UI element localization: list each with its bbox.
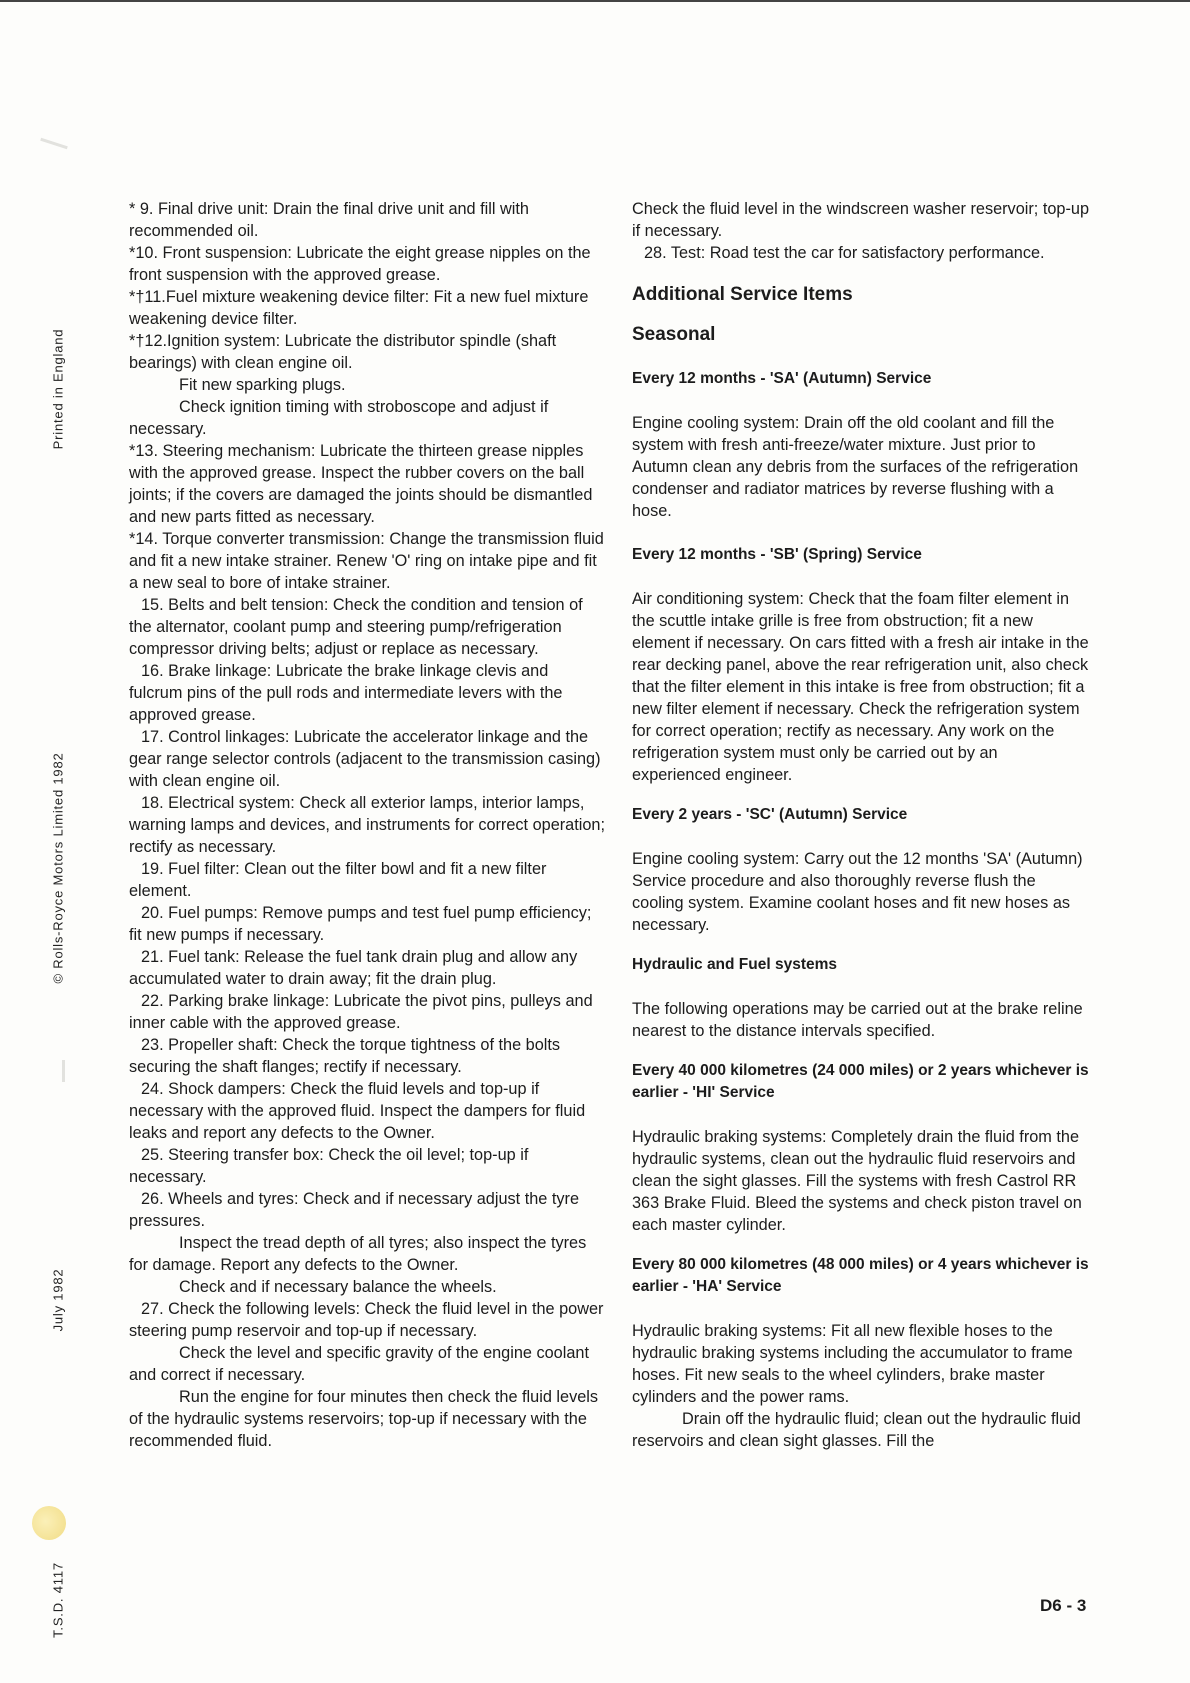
item-18: 18. Electrical system: Check all exterior lamps, interior lamps, warning lamps and devices, and instruments for correct operation; rectify as necessary. [129,794,606,856]
item-10: *10. Front suspension: Lubricate the eight grease nipples on the front suspension with the approved grease. [129,244,591,284]
item-26: 26. Wheels and tyres: Check and if necessary adjust the tyre pressures. [129,1190,580,1230]
sc-heading: Every 2 years - 'SC' (Autumn) Service [632,806,908,823]
hi-text: Hydraulic braking systems: Completely drain the fluid from the hydraulic systems, clean out the hydraulic fluid reservoirs and clean the sight glasses. Fill the systems with fresh Castrol RR 363 Brake Fluid. Bleed the systems and check piston travel on each master cylinder. [632,1128,1082,1234]
item-21: 21. Fuel tank: Release the fuel tank drain plug and allow any accumulated water to drain away; fit the drain plug. [129,948,578,988]
copyright-notice: © Rolls-Royce Motors Limited 1982 [50,752,66,984]
item-20: 20. Fuel pumps: Remove pumps and test fuel pump efficiency; fit new pumps if necessary. [129,904,592,944]
print-date: July 1982 [50,1268,66,1332]
right-column [632,198,1090,1452]
hi-heading: Every 40 000 kilometres (24 000 miles) or 2 years whichever is earlier - 'HI' Service [632,1062,1089,1101]
item-9: * 9. Final drive unit: Drain the final drive unit and fill with recommended oil. [129,200,529,240]
item-26-tread: Inspect the tread depth of all tyres; also inspect the tyres for damage. Report any defects to the Owner. [129,1234,587,1274]
item-27: 27. Check the following levels: Check the fluid level in the power steering pump reservoir and top-up if necessary. [129,1300,604,1340]
ha-text: Hydraulic braking systems: Fit all new flexible hoses to the hydraulic braking systems including the accumulator to frame hoses. Fit new seals to the wheel cylinders, brake master cylinders and the power rams. [632,1322,1073,1406]
item-27-coolant: Check the level and specific gravity of the engine coolant and correct if necessary. [129,1344,589,1384]
item-27-hydraulic: Run the engine for four minutes then check the fluid levels of the hydraulic systems reservoirs; top-up if necessary with the recommended fluid. [129,1388,599,1450]
ha-text-drain: Drain off the hydraulic fluid; clean out the hydraulic fluid reservoirs and clean sight glasses. Fill the [632,1410,1081,1450]
additional-service-heading: Additional Service Items [632,284,853,305]
left-column [129,198,605,1452]
punch-hole [32,1506,66,1540]
scan-mark [40,138,68,150]
item-22: 22. Parking brake linkage: Lubricate the pivot pins, pulleys and inner cable with the approved grease. [129,992,593,1032]
item-12: *†12.Ignition system: Lubricate the distributor spindle (shaft bearings) with clean engine oil. [129,332,557,372]
item-15: 15. Belts and belt tension: Check the condition and tension of the alternator, coolant pump and steering pump/refrigeration compressor driving belts; adjust or replace as necessary. [129,596,583,658]
sb-text: Air conditioning system: Check that the foam filter element in the scuttle intake grille is free from obstruction; fit a new element if necessary. On cars fitted with a fresh air intake in the rear decking panel, above the rear refrigeration unit, also check that the filter element in this intake is free from obstruction; fit a new filter element if necessary. Check the refrigeration system for correct operation; rectify as necessary. Any work on the refrigeration system must only be carried out by an experienced engineer. [632,590,1089,784]
washer-check: Check the fluid level in the windscreen washer reservoir; top-up if necessary. [632,200,1090,240]
item-24: 24. Shock dampers: Check the fluid levels and top-up if necessary with the approved fluid. Inspect the dampers for fluid leaks and report any defects to the Owner. [129,1080,586,1142]
item-12-plugs: Fit new sparking plugs. [179,376,346,394]
item-23: 23. Propeller shaft: Check the torque tightness of the bolts securing the shaft flanges; rectify if necessary. [129,1036,561,1076]
item-17: 17. Control linkages: Lubricate the accelerator linkage and the gear range selector controls (adjacent to the transmission casing) with clean engine oil. [129,728,601,790]
sa-heading: Every 12 months - 'SA' (Autumn) Service [632,370,932,387]
printed-in-england: Printed in England [50,328,66,450]
sb-heading: Every 12 months - 'SB' (Spring) Service [632,546,922,563]
item-28: 28. Test: Road test the car for satisfactory performance. [644,244,1045,262]
item-11: *†11.Fuel mixture weakening device filter: Fit a new fuel mixture weakening device filter. [129,288,589,328]
item-25: 25. Steering transfer box: Check the oil level; top-up if necessary. [129,1146,529,1186]
item-13: *13. Steering mechanism: Lubricate the thirteen grease nipples with the approved grease. Inspect the rubber covers on the ball joints; if the covers are damaged the joints should be dismantled and new parts fitted as necessary. [129,442,593,526]
sc-text: Engine cooling system: Carry out the 12 months 'SA' (Autumn) Service procedure and also thoroughly reverse flush the cooling system. Examine coolant hoses and fit new hoses as necessary. [632,850,1083,934]
page-number: D6 - 3 [1040,1596,1087,1615]
sa-text: Engine cooling system: Drain off the old coolant and fill the system with fresh anti-freeze/water mixture. Just prior to Autumn clean any debris from the surfaces of the refrigeration condenser and radiator matrices by reverse flushing with a hose. [632,414,1079,520]
ha-heading: Every 80 000 kilometres (48 000 miles) or 4 years whichever is earlier - 'HA' Service [632,1256,1089,1295]
item-14: *14. Torque converter transmission: Change the transmission fluid and fit a new intake strainer. Renew 'O' ring on intake pipe and fit a new seal to bore of intake strainer. [129,530,604,592]
item-16: 16. Brake linkage: Lubricate the brake linkage clevis and fulcrum pins of the pull rods and intermediate levers with the approved grease. [129,662,563,724]
document-code: T.S.D. 4117 [50,1562,66,1638]
seasonal-heading: Seasonal [632,324,716,345]
item-12-timing: Check ignition timing with stroboscope and adjust if necessary. [129,398,549,438]
hydraulic-fuel-text: The following operations may be carried out at the brake reline nearest to the distance intervals specified. [632,1000,1083,1040]
item-19: 19. Fuel filter: Clean out the filter bowl and fit a new filter element. [129,860,547,900]
item-26-balance: Check and if necessary balance the wheels. [179,1278,497,1296]
top-edge-line [0,0,1190,2]
scan-mark [62,1060,65,1082]
hydraulic-fuel-heading: Hydraulic and Fuel systems [632,956,838,973]
